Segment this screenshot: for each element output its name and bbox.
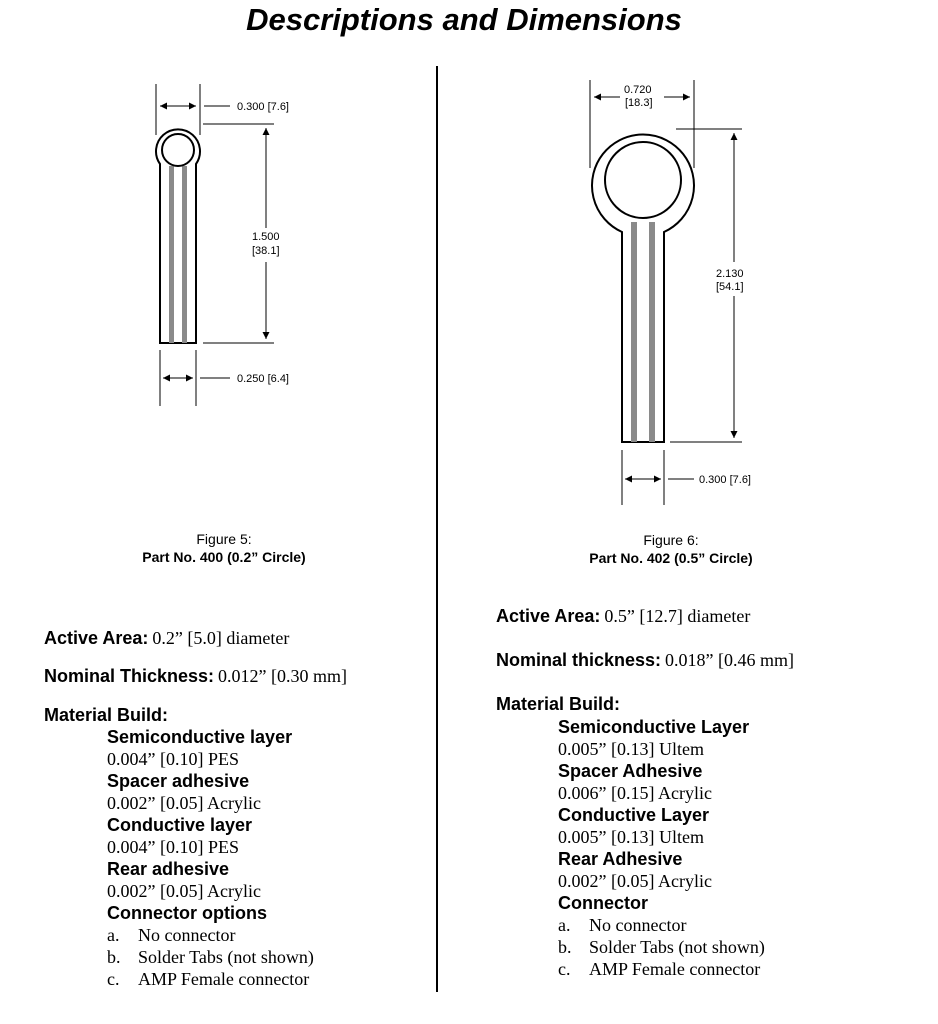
option-text: AMP Female connector (589, 959, 761, 979)
option-letter: c. (107, 969, 120, 989)
thickness-label: Nominal thickness: (496, 650, 662, 670)
layer-name: Conductive Layer (558, 805, 710, 825)
figure-5-label: Figure 5: (196, 531, 252, 547)
dim-400-length-mm: [38.1] (252, 245, 280, 257)
layer-spec: 0.004” [0.10] PES (107, 837, 239, 857)
thickness-label: Nominal Thickness: (44, 666, 215, 686)
layer-name: Rear adhesive (107, 859, 230, 879)
layer-name: Conductive layer (107, 815, 253, 835)
connector-label: Connector (558, 893, 648, 913)
active-area-400 (44, 628, 289, 649)
layer-name: Rear Adhesive (558, 849, 683, 869)
dim-402-top-width-mm: [18.3] (625, 97, 653, 109)
option-text: AMP Female connector (138, 969, 310, 989)
option-text: No connector (138, 925, 236, 945)
sensor-400-drawing (156, 129, 200, 343)
figure-6-caption (551, 531, 791, 567)
dim-402-top-width: 0.720 (624, 84, 652, 96)
thickness-400 (44, 666, 347, 687)
list-item (558, 937, 765, 958)
dim-402-bottom-width: 0.300 [7.6] (699, 474, 751, 486)
active-area-label: Active Area: (44, 628, 149, 648)
active-area-label: Active Area: (496, 606, 601, 626)
sensor-402-drawing (592, 135, 694, 442)
material-build-label: Material Build: (44, 705, 169, 725)
dim-402-length-mm: [54.1] (716, 281, 744, 293)
list-item (107, 925, 235, 946)
thickness-402 (496, 650, 794, 671)
dim-400-bottom-width: 0.250 [6.4] (237, 373, 289, 385)
option-text: Solder Tabs (not shown) (589, 937, 765, 957)
layer-spec: 0.005” [0.13] Ultem (558, 827, 704, 847)
list-item (107, 969, 309, 990)
option-text: No connector (589, 915, 687, 935)
material-build-label: Material Build: (496, 694, 621, 714)
thickness-value: 0.018” [0.46 mm] (665, 650, 795, 670)
figure-5-part: Part No. 400 (0.2” Circle) (142, 549, 306, 565)
layer-spec: 0.002” [0.05] Acrylic (107, 793, 261, 813)
list-item (107, 947, 314, 968)
layer-spec: 0.002” [0.05] Acrylic (558, 871, 712, 891)
layer-spec: 0.005” [0.13] Ultem (558, 739, 704, 759)
layer-spec: 0.006” [0.15] Acrylic (558, 783, 712, 803)
option-letter: a. (107, 925, 120, 945)
layer-name: Semiconductive layer (107, 727, 293, 747)
option-letter: b. (107, 947, 121, 967)
layer-spec: 0.002” [0.05] Acrylic (107, 881, 261, 901)
figure-5-caption (104, 530, 344, 566)
layer-spec: 0.004” [0.10] PES (107, 749, 239, 769)
option-letter: b. (558, 937, 572, 957)
layer-name: Spacer adhesive (107, 771, 250, 791)
figure-6-part: Part No. 402 (0.5” Circle) (589, 550, 753, 566)
option-text: Solder Tabs (not shown) (138, 947, 314, 967)
layer-name: Semiconductive Layer (558, 717, 750, 737)
active-area-402 (496, 606, 750, 627)
thickness-value: 0.012” [0.30 mm] (218, 666, 348, 686)
dim-402-length: 2.130 (716, 268, 744, 280)
page-title: Descriptions and Dimensions (246, 2, 682, 37)
dim-400-top-width: 0.300 [7.6] (237, 101, 289, 113)
active-area-value: 0.5” [12.7] diameter (604, 606, 751, 626)
option-letter: c. (558, 959, 571, 979)
connector-options-label: Connector options (107, 903, 267, 923)
figure-6-label: Figure 6: (643, 532, 699, 548)
active-area-value: 0.2” [5.0] diameter (152, 628, 290, 648)
layer-name: Spacer Adhesive (558, 761, 703, 781)
list-item (558, 959, 760, 980)
option-letter: a. (558, 915, 571, 935)
list-item (558, 915, 686, 936)
dim-400-length: 1.500 (252, 231, 280, 243)
